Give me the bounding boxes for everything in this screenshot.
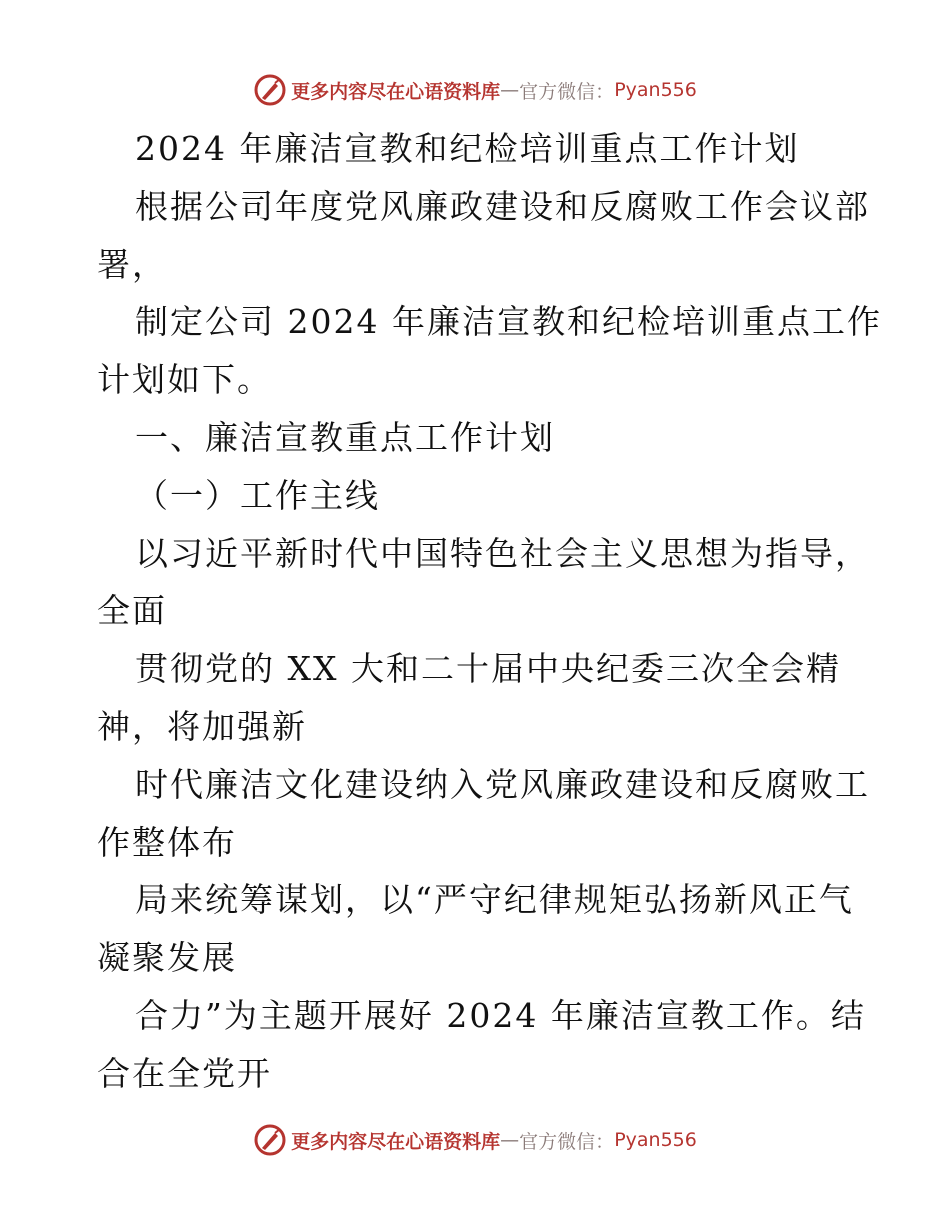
- doc-line: 根据公司年度党风廉政建设和反腐败工作会议部: [135, 186, 870, 226]
- doc-line: 以习近平新时代中国特色社会主义思想为指导，: [135, 533, 870, 573]
- banner-brand-text: 更多内容尽在心语资料库: [291, 1130, 501, 1153]
- doc-line: 合力”为主题开展好 2024 年廉洁宣教工作。结: [135, 995, 866, 1035]
- document-body: [97, 120, 882, 1103]
- banner-wechat-id: Pyan556: [614, 1129, 697, 1151]
- banner-wechat-label: 官方微信：: [519, 1130, 615, 1153]
- quill-logo-icon: [253, 73, 287, 107]
- doc-line: 制定公司 2024 年廉洁宣教和纪检培训重点工作: [135, 302, 882, 342]
- quill-logo-icon: [253, 1123, 287, 1157]
- banner-separator: —: [500, 79, 520, 101]
- doc-line: 贯彻党的 XX 大和二十届中央纪委三次全会精: [135, 649, 841, 689]
- doc-line: 局来统筹谋划，以“严守纪律规矩弘扬新风正气: [135, 880, 854, 920]
- banner-brand-text: 更多内容尽在心语资料库: [291, 80, 501, 103]
- banner-wechat-id: Pyan556: [614, 79, 697, 101]
- header-banner: [0, 70, 950, 110]
- doc-line: 计划如下。: [97, 360, 272, 400]
- doc-line: 神，将加强新: [97, 706, 307, 746]
- doc-line: 署，: [97, 244, 167, 284]
- subsection-heading: （一）工作主线: [135, 475, 380, 515]
- doc-line: 时代廉洁文化建设纳入党风廉政建设和反腐败工: [135, 764, 870, 804]
- doc-line: 合在全党开: [97, 1053, 272, 1093]
- doc-title: 2024 年廉洁宣教和纪检培训重点工作计划: [135, 129, 800, 168]
- doc-line: 全面: [97, 591, 167, 631]
- doc-line: 作整体布: [97, 822, 237, 862]
- doc-line: 凝聚发展: [97, 938, 237, 978]
- footer-banner: [0, 1120, 950, 1160]
- banner-wechat-label: 官方微信：: [519, 80, 615, 103]
- banner-separator: —: [500, 1129, 520, 1151]
- section-heading: 一、廉洁宣教重点工作计划: [135, 417, 555, 457]
